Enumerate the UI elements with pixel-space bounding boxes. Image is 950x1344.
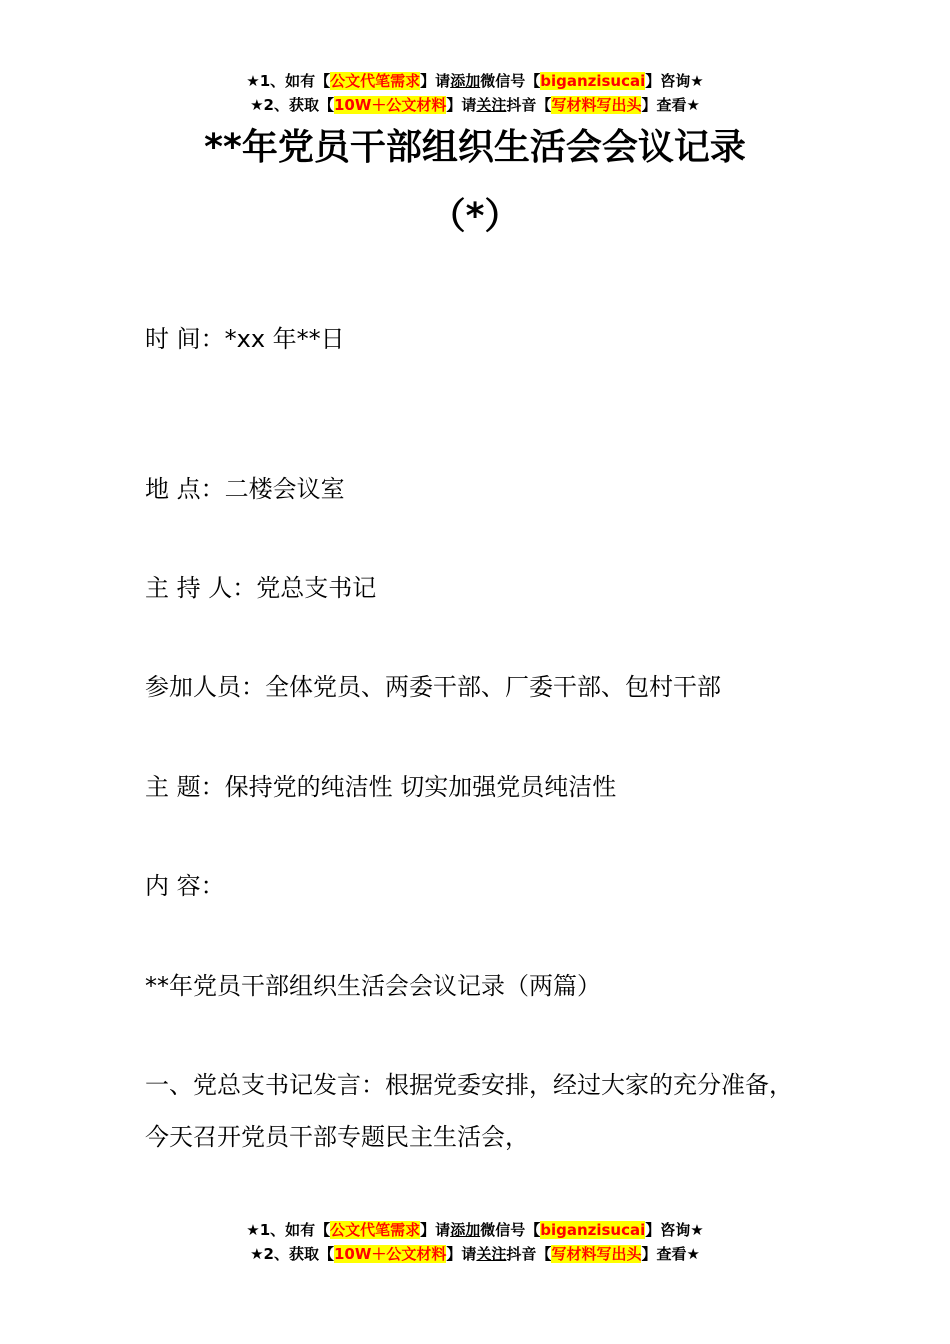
meeting-topic: 主 题：保持党的纯洁性 切实加强党员纯洁性: [145, 773, 617, 801]
highlight-writing-service: 公文代笔需求: [330, 72, 421, 90]
content-label: 内 容：: [145, 872, 225, 900]
footer-highlight-douyin-account: 写材料写出头: [551, 1245, 642, 1263]
meeting-place: 地 点：二楼会议室: [145, 475, 345, 503]
underline-follow: 关注: [476, 96, 507, 114]
footer-banner-line-1: ★1、如有【公文代笔需求】请添加微信号【biganzisucai】咨询★: [246, 1221, 704, 1239]
highlight-douyin-account: 写材料写出头: [551, 96, 642, 114]
meeting-time: 时 间：*xx 年**日: [145, 325, 345, 353]
document-title-suffix: （*）: [429, 196, 521, 237]
highlight-wechat-id: biganzisucai: [540, 72, 646, 90]
document-title: **年党员干部组织生活会会议记录: [204, 127, 746, 168]
banner-line-2: ★2、获取【10W＋公文材料】请关注抖音【写材料写出头】查看★: [250, 96, 700, 114]
banner-line-1: ★1、如有【公文代笔需求】请添加微信号【biganzisucai】咨询★: [246, 72, 704, 90]
meeting-attendees: 参加人员：全体党员、两委干部、厂委干部、包村干部: [145, 673, 721, 701]
footer-underline-follow: 关注: [476, 1245, 507, 1263]
footer-highlight-writing-service: 公文代笔需求: [330, 1221, 421, 1239]
footer-banner-line-2: ★2、获取【10W＋公文材料】请关注抖音【写材料写出头】查看★: [250, 1245, 700, 1263]
underline-add: 添加: [450, 72, 481, 90]
content-subtitle: **年党员干部组织生活会会议记录（两篇）: [145, 972, 601, 1000]
footer-highlight-wechat-id: biganzisucai: [540, 1221, 646, 1239]
footer-underline-add: 添加: [450, 1221, 481, 1239]
highlight-materials: 10W＋公文材料: [333, 96, 447, 114]
footer-highlight-materials: 10W＋公文材料: [333, 1245, 447, 1263]
footer-banner: [0, 1218, 950, 1266]
secretary-speech: 一、党总支书记发言：根据党委安排，经过大家的充分准备，今天召开党员干部专题民主生活会，: [145, 1071, 793, 1151]
meeting-host: 主 持 人：党总支书记: [145, 574, 377, 602]
header-banner: [0, 69, 950, 117]
